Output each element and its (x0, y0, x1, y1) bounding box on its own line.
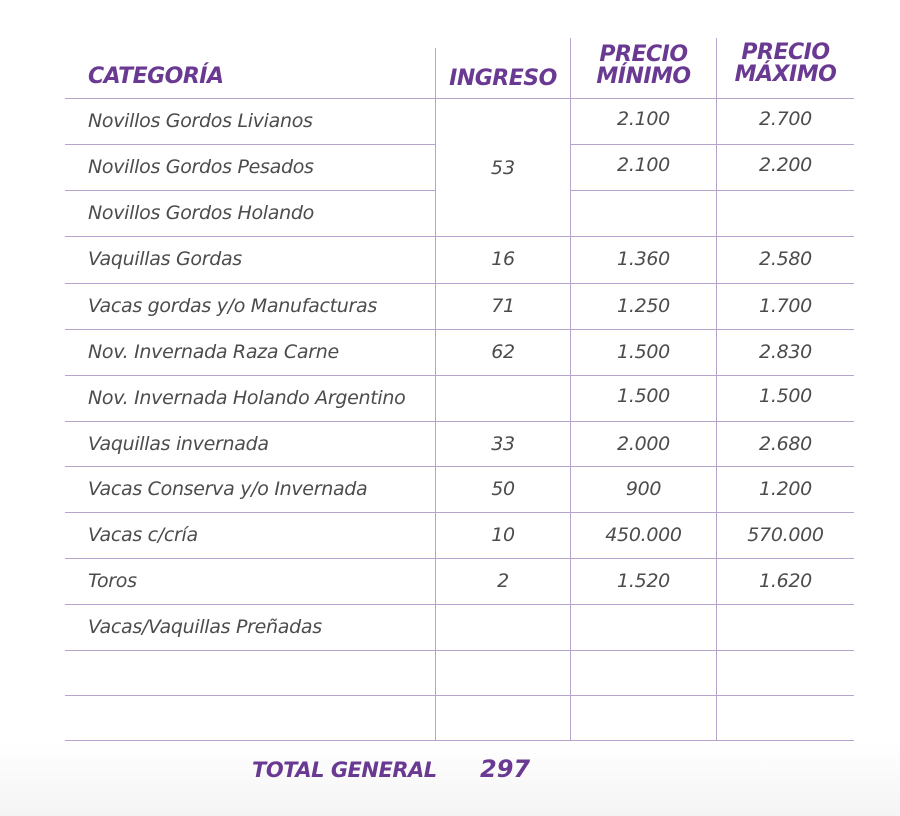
table-row (65, 421, 854, 467)
cell-ingreso-novillos-gordos: 53 (490, 157, 516, 179)
header-precio-minimo-line1: PRECIO (599, 42, 688, 67)
table-row (65, 512, 854, 558)
cell-categoria: Vacas/Vaquillas Preñadas (88, 616, 322, 638)
cell-precio-maximo: 2.200 (759, 154, 812, 176)
table-row (65, 190, 854, 236)
cell-precio-minimo: 450.000 (605, 524, 682, 546)
header-precio-minimo (571, 44, 716, 88)
cell-precio-maximo: 2.830 (759, 341, 812, 363)
cell-categoria: Novillos Gordos Holando (88, 202, 314, 224)
cell-precio-maximo (717, 604, 854, 650)
cell-precio-minimo: 2.100 (617, 154, 670, 176)
table-row (65, 604, 854, 650)
table-row (65, 236, 854, 282)
header-precio-maximo-line1: PRECIO (741, 40, 830, 65)
cell-precio-minimo (571, 604, 716, 650)
cell-precio-maximo (717, 190, 854, 236)
total-general-value: 297 (480, 755, 531, 783)
cell-precio-maximo: 2.700 (759, 108, 812, 130)
table-row (65, 98, 854, 144)
cell-ingreso: 50 (491, 478, 515, 500)
cell-precio-maximo: 2.680 (759, 433, 812, 455)
cell-ingreso (436, 375, 570, 421)
cell-categoria: Nov. Invernada Raza Carne (88, 341, 339, 363)
cell-ingreso: 16 (491, 248, 515, 270)
header-precio-maximo (717, 42, 854, 86)
total-general-label: TOTAL GENERAL (252, 758, 437, 782)
table-row (65, 283, 854, 329)
cell-precio-minimo: 2.100 (617, 108, 670, 130)
cell-precio-minimo: 1.360 (617, 248, 670, 270)
cell-categoria: Vaquillas invernada (88, 433, 269, 455)
cell-precio-minimo: 1.500 (617, 385, 670, 407)
table-row (65, 558, 854, 604)
cell-precio-maximo: 1.700 (759, 295, 812, 317)
header-categoria: CATEGORÍA (88, 64, 224, 89)
cell-categoria: Vacas gordas y/o Manufacturas (88, 295, 377, 317)
cell-precio-maximo: 1.500 (759, 385, 812, 407)
cell-ingreso: 71 (491, 295, 515, 317)
footer-band (0, 742, 900, 816)
cell-precio-minimo: 1.500 (617, 341, 670, 363)
cell-categoria: Vaquillas Gordas (88, 248, 242, 270)
cell-ingreso (436, 604, 570, 650)
cell-ingreso: 62 (491, 341, 515, 363)
cell-categoria (88, 695, 433, 741)
cell-precio-minimo (571, 190, 716, 236)
table-row (65, 695, 854, 741)
table-row (65, 650, 854, 696)
header-precio-maximo-line2: MÁXIMO (734, 62, 837, 87)
cell-ingreso: 2 (497, 570, 509, 592)
cell-categoria: Vacas Conserva y/o Invernada (88, 478, 368, 500)
cell-precio-maximo: 1.200 (759, 478, 812, 500)
cell-categoria (88, 650, 433, 696)
cell-ingreso: 33 (491, 433, 515, 455)
cell-ingreso: 10 (491, 524, 515, 546)
header-precio-minimo-line2: MÍNIMO (596, 64, 691, 89)
cell-precio-minimo: 900 (625, 478, 662, 500)
cell-precio-minimo: 1.250 (617, 295, 670, 317)
header-ingreso: INGRESO (449, 66, 557, 91)
cell-precio-minimo: 1.520 (617, 570, 670, 592)
cell-categoria: Nov. Invernada Holando Argentino (88, 387, 406, 409)
cell-categoria: Novillos Gordos Pesados (88, 156, 314, 178)
cell-precio-minimo: 2.000 (617, 433, 670, 455)
cell-precio-maximo: 2.580 (759, 248, 812, 270)
cell-categoria: Toros (88, 570, 137, 592)
cell-precio-maximo: 1.620 (759, 570, 812, 592)
cell-categoria: Novillos Gordos Livianos (88, 110, 313, 132)
table-row (65, 466, 854, 512)
table-row (65, 329, 854, 375)
cell-precio-maximo: 570.000 (747, 524, 824, 546)
table-row (65, 375, 854, 421)
cell-categoria: Vacas c/cría (88, 524, 198, 546)
